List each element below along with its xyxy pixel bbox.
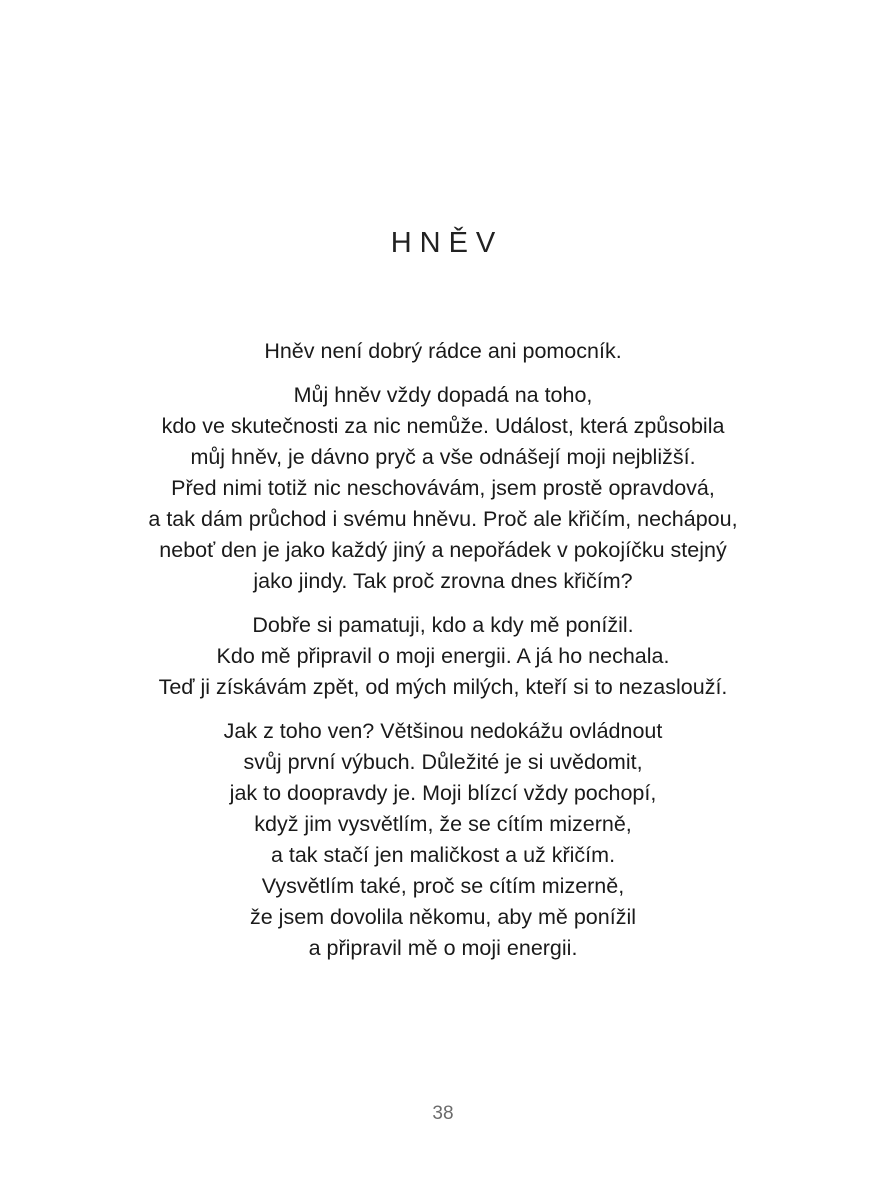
- poem-body: [0, 336, 886, 977]
- poem-line: a připravil mě o moji energii.: [308, 936, 578, 960]
- poem-line: kdo ve skutečnosti za nic nemůže. Událost, která způsobila: [161, 414, 725, 438]
- page-number: 38: [432, 1103, 454, 1124]
- poem-line: jako jindy. Tak proč zrovna dnes křičím?: [253, 569, 633, 593]
- poem-line: Jak z toho ven? Většinou nedokážu ovládnout: [223, 719, 663, 743]
- poem-line: neboť den je jako každý jiný a nepořádek v pokojíčku stejný: [159, 538, 727, 562]
- poem-line: svůj první výbuch. Důležité je si uvědomit,: [243, 750, 643, 774]
- poem-line: Můj hněv vždy dopadá na toho,: [293, 383, 593, 407]
- stanza-2: [0, 380, 886, 597]
- poem-line: Hněv není dobrý rádce ani pomocník.: [264, 339, 622, 363]
- poem-line: Kdo mě připravil o moji energii. A já ho nechala.: [216, 644, 670, 668]
- stanza-1: [0, 336, 886, 367]
- page-title: HNĚV: [390, 227, 504, 260]
- poem-line: můj hněv, je dávno pryč a vše odnášejí moji nejbližší.: [190, 445, 696, 469]
- poem-line: když jim vysvětlím, že se cítím mizerně,: [254, 812, 632, 836]
- poem-line: Teď ji získávám zpět, od mých milých, kteří si to nezaslouží.: [158, 675, 728, 699]
- poem-line: že jsem dovolila někomu, aby mě ponížil: [250, 905, 636, 929]
- poem-line: jak to doopravdy je. Moji blízcí vždy pochopí,: [229, 781, 657, 805]
- poem-line: Dobře si pamatuji, kdo a kdy mě ponížil.: [252, 613, 634, 637]
- poem-line: Před nimi totiž nic neschovávám, jsem prostě opravdová,: [171, 476, 715, 500]
- poem-line: a tak stačí jen maličkost a už křičím.: [270, 843, 616, 867]
- poem-line: Vysvětlím také, proč se cítím mizerně,: [261, 874, 625, 898]
- stanza-4: [0, 716, 886, 964]
- stanza-3: [0, 610, 886, 703]
- poem-line: a tak dám průchod i svému hněvu. Proč ale křičím, nechápou,: [148, 507, 738, 531]
